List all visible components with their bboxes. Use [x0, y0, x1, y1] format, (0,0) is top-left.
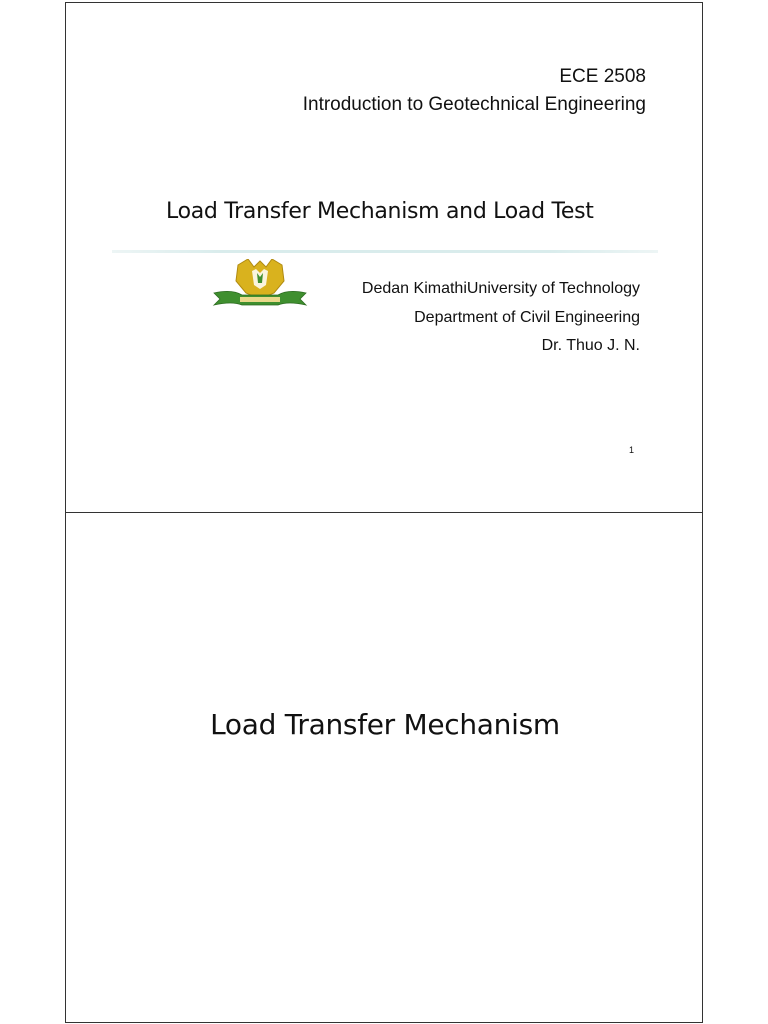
slide-1	[65, 2, 703, 513]
slide-2	[65, 512, 703, 1023]
title-divider	[112, 250, 658, 253]
department-name: Department of Civil Engineering	[414, 309, 640, 326]
slide-title: Load Transfer Mechanism and Load Test	[166, 199, 594, 224]
lecturer-name: Dr. Thuo J. N.	[541, 337, 640, 354]
university-crest-logo	[212, 259, 308, 311]
institution-name: Dedan KimathiUniversity of Technology	[361, 280, 640, 297]
page-number: 1	[629, 445, 635, 455]
course-title: Introduction to Geotechnical Engineering	[302, 94, 646, 115]
course-code: ECE 2508	[559, 66, 646, 87]
section-title: Load Transfer Mechanism	[210, 708, 560, 741]
